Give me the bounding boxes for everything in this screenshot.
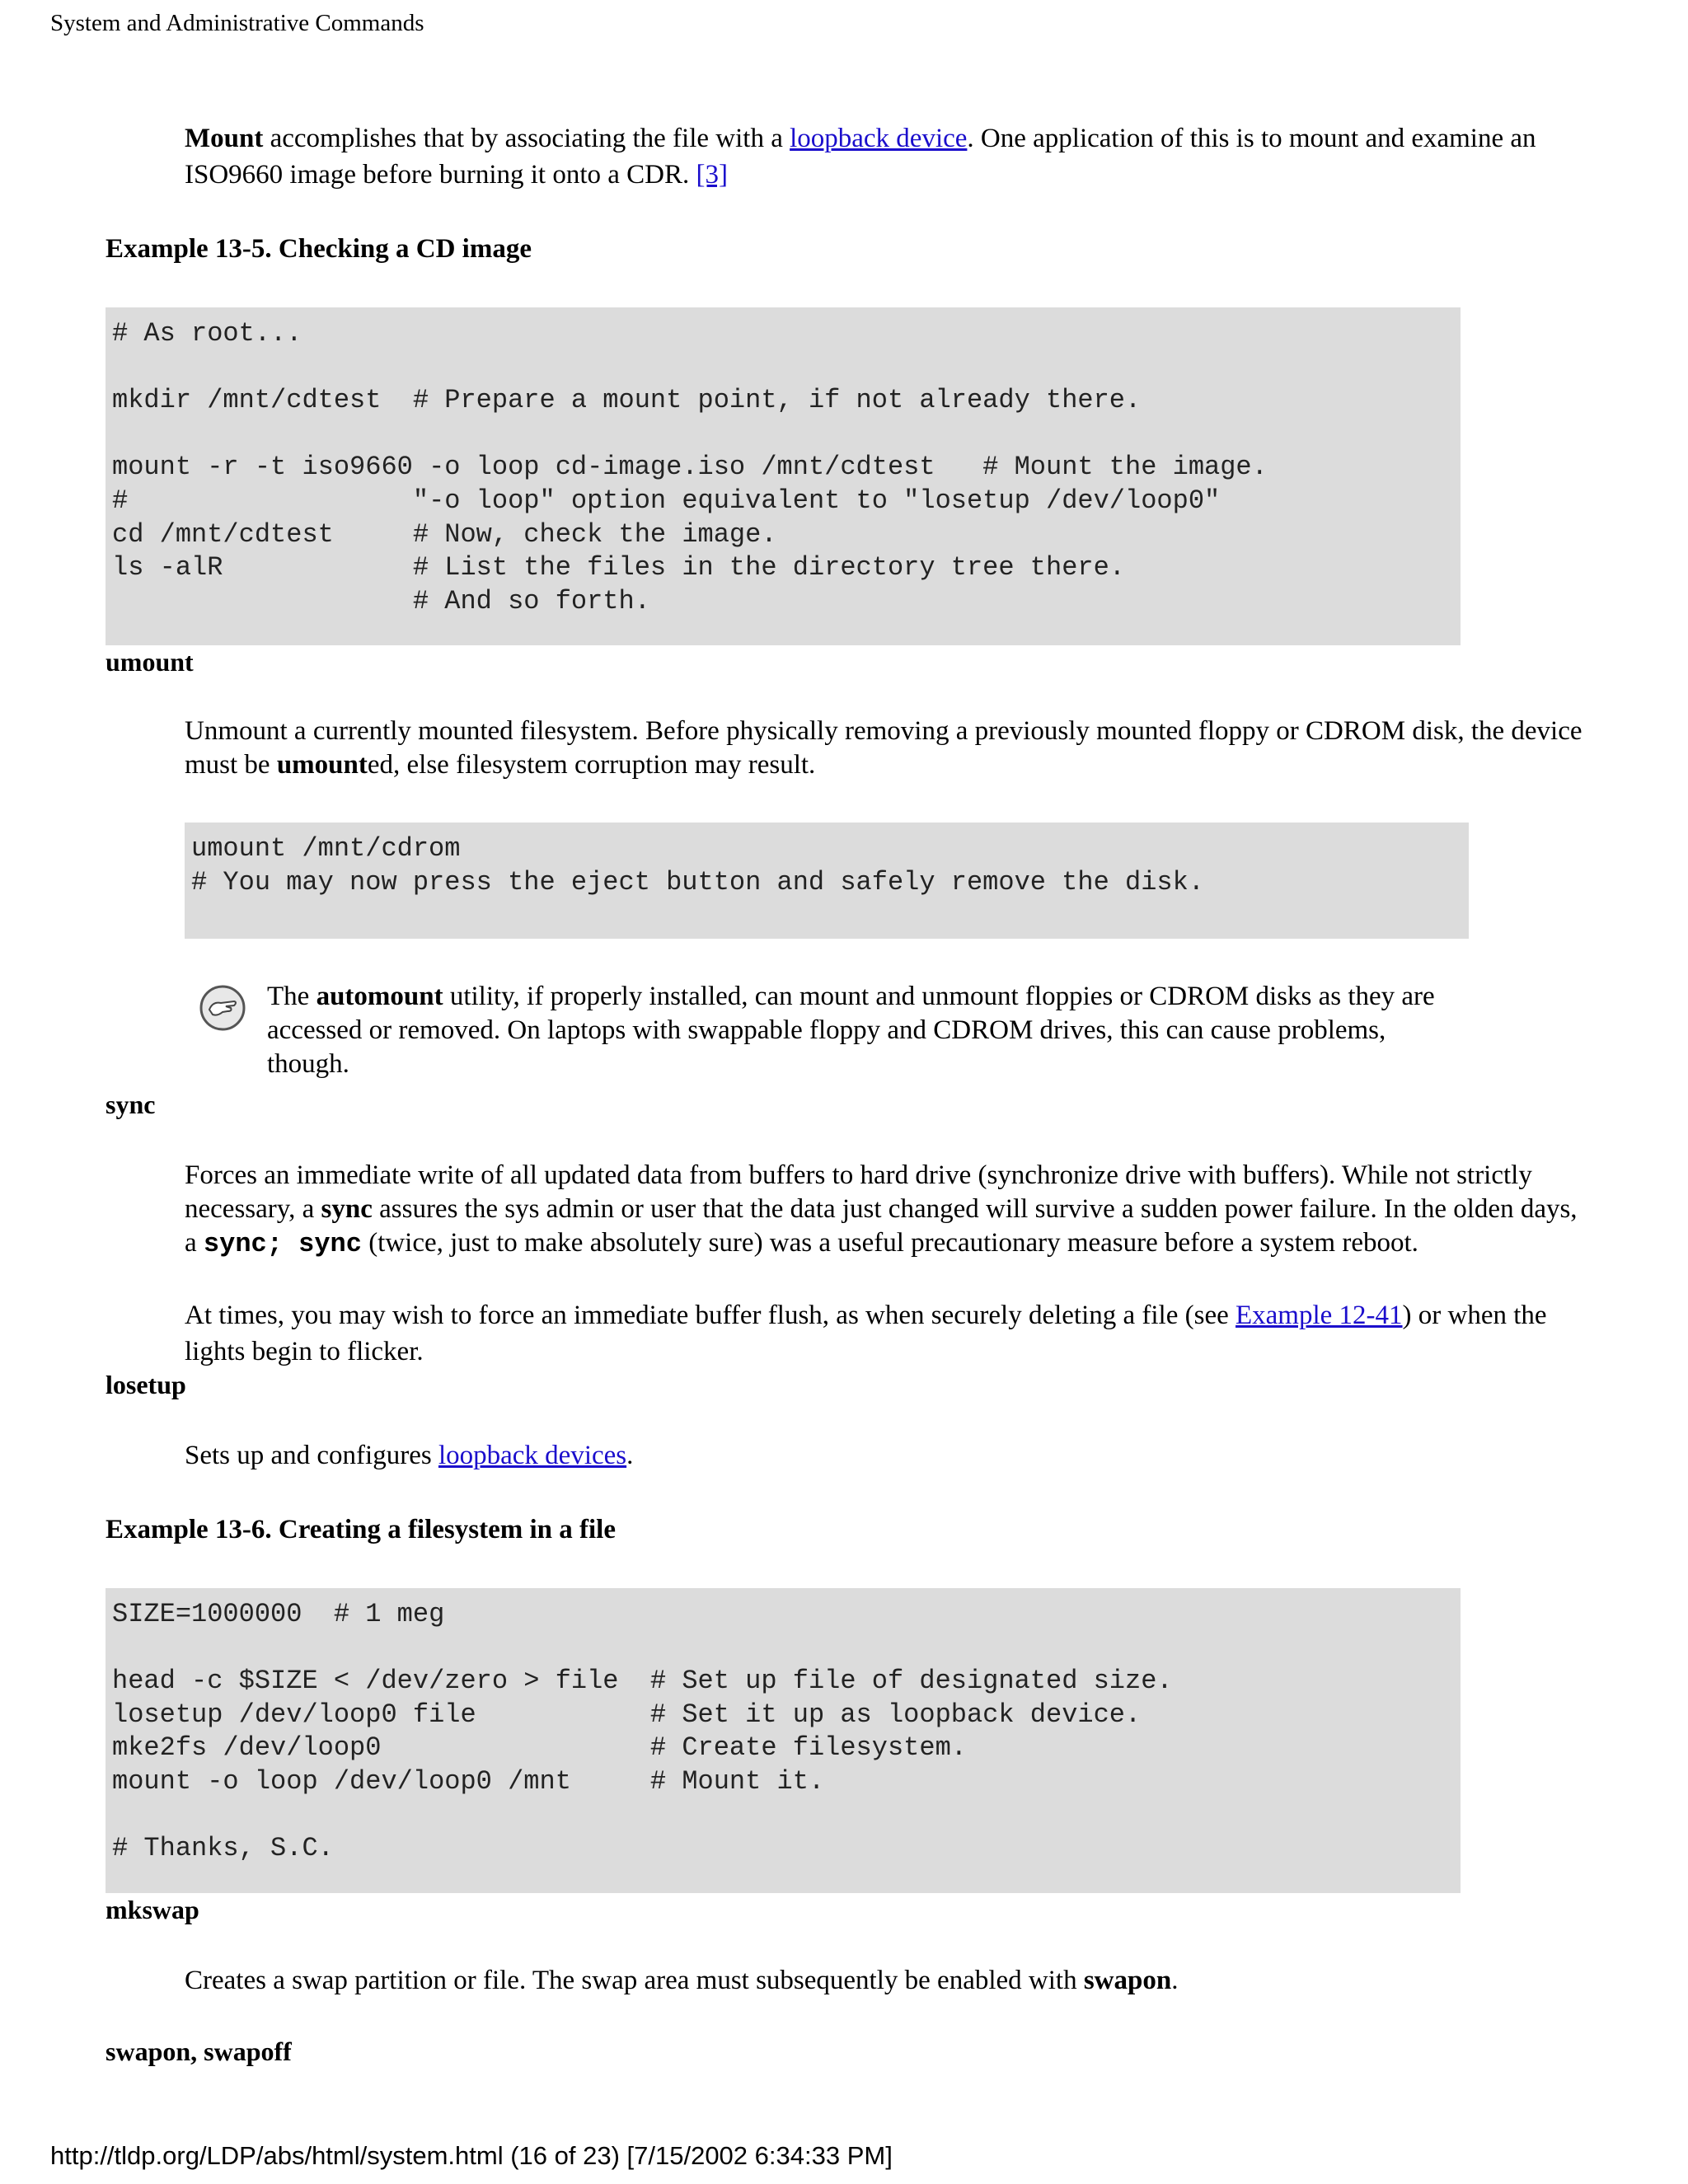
umount-code: umount /mnt/cdrom # You may now press the eject button and safely remove the disk. [185, 823, 1469, 939]
mount-paragraph: Mount accomplishes that by associating the file with a loopback device. One application of this is to mount and examine an ISO9660 image before burning it onto a CDR. [3] [185, 124, 1536, 190]
umount-term: umount [106, 647, 194, 677]
losetup-paragraph: Sets up and configures loopback devices. [185, 1441, 634, 1470]
loopback-device-link[interactable]: loopback device [790, 124, 968, 153]
swapon-swapoff-term: swapon, swapoff [106, 2036, 292, 2066]
example-13-5-code: # As root... mkdir /mnt/cdtest # Prepare a mount point, if not already there. mount -r -t iso9660 -o loop cd-image.iso /mnt/cdtest # Mount the image. # "-o loop" option equivalent to "losetup /dev/loop0" cd /mnt/cdtest # Now, check the image. ls -alR # List the files in the directory tree there. # And so forth. [106, 307, 1461, 645]
automount-note: The automount utility, if properly installed, can mount and unmount floppies or CDROM disks as they are accessed or removed. On laptops with swappable floppy and CDROM drives, this can cause problems, though. [267, 982, 1435, 1079]
example-13-5-title: Example 13-5. Checking a CD image [106, 234, 532, 264]
mount-term: Mount [185, 124, 264, 153]
mkswap-term: mkswap [106, 1895, 199, 1924]
mkswap-paragraph: Creates a swap partition or file. The swap area must subsequently be enabled with swapon. [185, 1966, 1179, 1995]
sync-term: sync [106, 1090, 156, 1119]
note-icon [198, 983, 247, 1033]
page-footer-url: http://tldp.org/LDP/abs/html/system.html (16 of 23) [7/15/2002 6:34:33 PM] [50, 2141, 893, 2170]
umount-paragraph: Unmount a currently mounted filesystem. Before physically removing a previously mounted floppy or CDROM disk, the device must be umounted, else filesystem corruption may result. [185, 716, 1582, 780]
footnote-3-link[interactable]: [3] [696, 160, 728, 190]
loopback-devices-link[interactable]: loopback devices [438, 1441, 627, 1470]
example-13-6-code: SIZE=1000000 # 1 meg head -c $SIZE < /dev/zero > file # Set up file of designated size. losetup /dev/loop0 file # Set it up as loopback device. mke2fs /dev/loop0 # Create filesystem. mount -o loop /dev/loop0 /mnt # Mount it. # Thanks, S.C. [106, 1588, 1461, 1893]
sync-paragraph: Forces an immediate write of all updated data from buffers to hard drive (synchronize drive with buffers). While not strictly necessary, a sync assures the sys admin or user that the data just changed will survive a sudden power failure. In the olden days, a sync; sync (twice, just to make absolutely sure) was a useful precautionary measure before a system reboot. [185, 1160, 1578, 1259]
example-12-41-link[interactable]: Example 12-41 [1236, 1301, 1403, 1330]
page-header: System and Administrative Commands [50, 10, 424, 36]
losetup-term: losetup [106, 1370, 186, 1399]
example-13-6-title: Example 13-6. Creating a filesystem in a file [106, 1515, 616, 1544]
sync-flush-paragraph: At times, you may wish to force an immediate buffer flush, as when securely deleting a file (see Example 12-41) or when the lights begin to flicker. [185, 1301, 1547, 1366]
